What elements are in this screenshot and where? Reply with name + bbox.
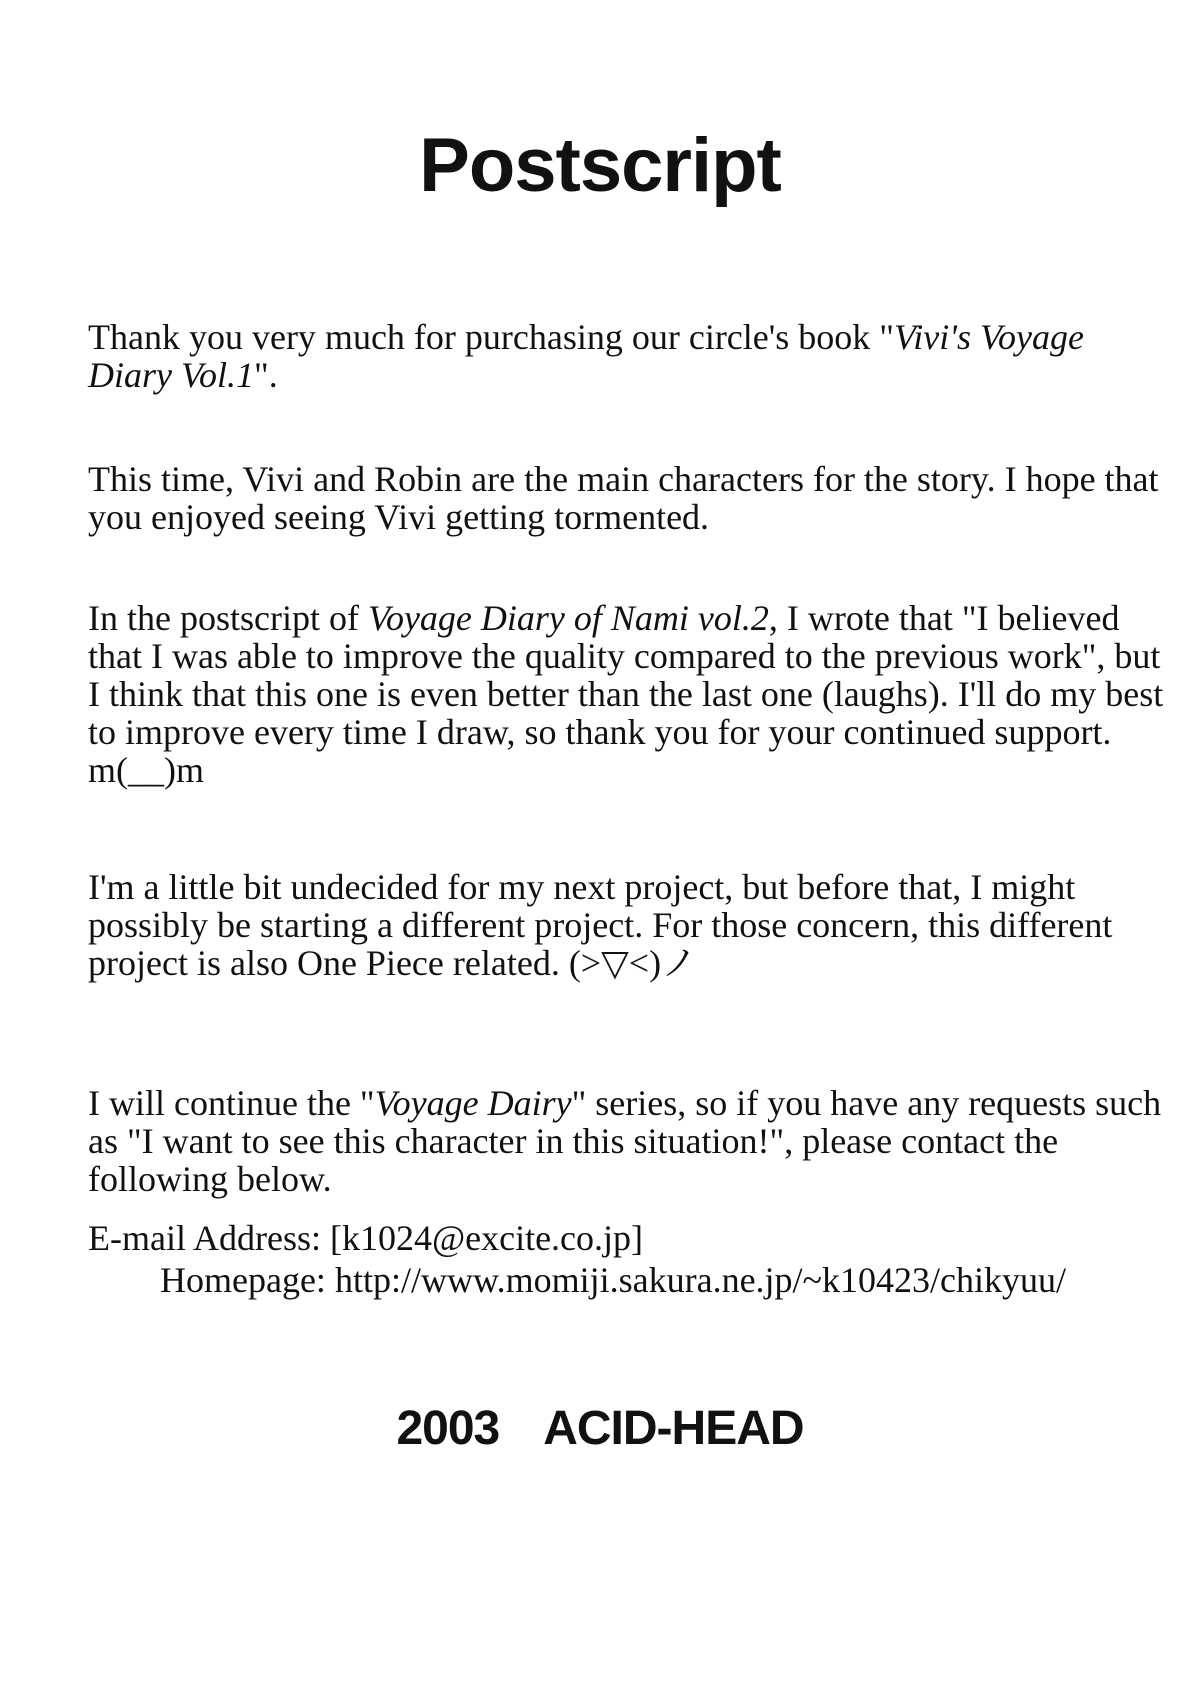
paragraph-characters: This time, Vivi and Robin are the main characters for the story. I hope that you enjoyed seeing Vivi getting tormented. <box>88 459 1159 537</box>
paragraph-previous-work-text-after: , I wrote that "I believed that I was able to improve the quality compared to the previous work", but I think that this one is even better than the last one (laughs). I'll do my best to improve every time I draw, so thank you for your continued support. m(__)m <box>88 598 1164 790</box>
email-label: E-mail Address: <box>88 1218 321 1258</box>
homepage-url: http://www.momiji.sakura.ne.jp/~k10423/chikyuu/ <box>334 1260 1067 1300</box>
homepage-label: Homepage: <box>160 1260 326 1300</box>
email-address: [k1024@excite.co.jp] <box>329 1218 644 1258</box>
previous-book-title: Voyage Diary of Nami vol.2 <box>367 598 769 638</box>
paragraph-requests-text-after: " series, so if you have any requests such as "I want to see this character in this situation!", please contact the following below. <box>88 1083 1162 1199</box>
footer-year: 2003 <box>396 1402 500 1455</box>
paragraph-thanks-text-after: ". <box>254 355 278 395</box>
paragraph-thanks-text-before: Thank you very much for purchasing our circle's book " <box>88 317 894 357</box>
series-title: Voyage Dairy <box>374 1083 572 1123</box>
paragraph-previous-work-text-before: In the postscript of <box>88 598 368 638</box>
email-line <box>88 1218 643 1258</box>
paragraph-requests <box>88 1084 1168 1198</box>
footer-credit <box>0 1402 1200 1455</box>
paragraph-next-project: I'm a little bit undecided for my next project, but before that, I might possibly be starting a different project. For those concern, this different project is also One Piece related. (>▽<)ノ <box>88 867 1113 983</box>
paragraph-requests-text-before: I will continue the " <box>88 1083 375 1123</box>
footer-circle-name: ACID-HEAD <box>543 1402 804 1455</box>
contact-block <box>88 1219 1168 1299</box>
book-title: Vivi's Voyage Diary Vol.1 <box>88 317 1084 395</box>
paragraph-previous-work <box>88 599 1168 789</box>
page-title: Postscript <box>419 123 781 208</box>
paragraph-thanks <box>88 318 1168 394</box>
homepage-line <box>88 1261 1168 1299</box>
